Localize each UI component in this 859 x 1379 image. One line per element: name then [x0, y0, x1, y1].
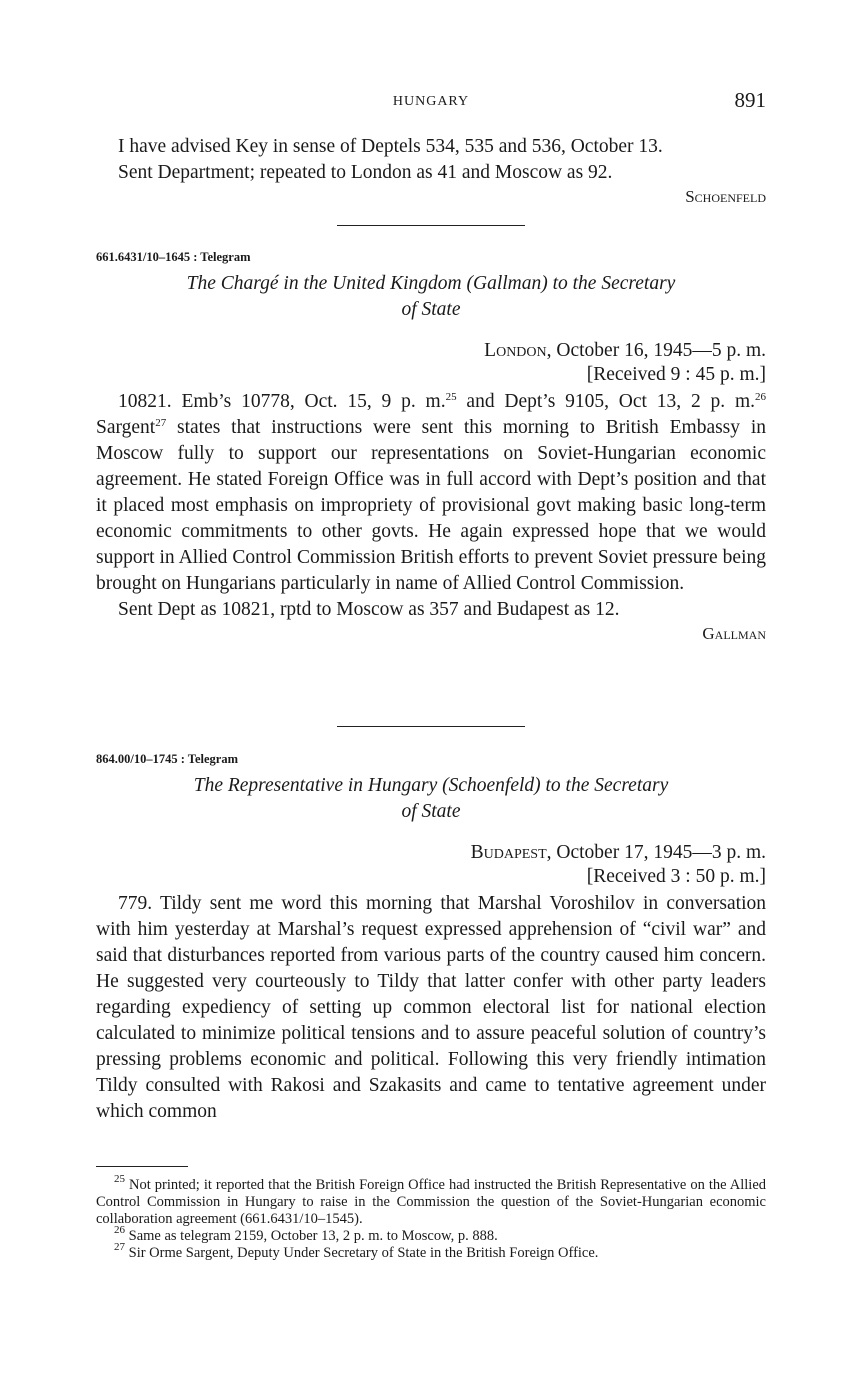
- doc1-date: October 16, 1945—5 p. m.: [551, 340, 766, 361]
- doc1-title: [96, 271, 766, 323]
- footnote-27-number: 27: [114, 1241, 125, 1253]
- doc1-file-ref: 661.6431/10–1645 : Telegram: [96, 250, 251, 264]
- signature-schoenfeld: Schoenfeld: [685, 187, 766, 206]
- doc1-dateline: [96, 339, 766, 363]
- doc2-title-line2: of State: [401, 801, 461, 822]
- doc2-date: October 17, 1945—3 p. m.: [551, 842, 766, 863]
- footnotes: [96, 1166, 766, 1262]
- doc2-received: [Received 3 : 50 p. m.]: [586, 866, 766, 887]
- footnote-25-number: 25: [114, 1173, 125, 1185]
- doc1-p1-c: Sargent: [96, 417, 156, 438]
- footnote-ref-26: 26: [755, 391, 766, 403]
- doc2-dateline: [96, 841, 766, 865]
- doc1-received: [Received 9 : 45 p. m.]: [586, 364, 766, 385]
- doc1: [96, 250, 766, 645]
- footnote-26-text: Same as telegram 2159, October 13, 2 p. m. to Moscow, p. 888.: [128, 1228, 498, 1244]
- footnote-25-text: Not printed; it reported that the British Foreign Office had instructed the British Representative on the Allied Control Commission in Hungary to raise in the Commission the question of the Soviet-Hungarian economic collaboration agreement (661.6431/10–1545).: [96, 1177, 766, 1227]
- doc2-title-line1: The Representative in Hungary (Schoenfeld) to the Secretary: [193, 775, 669, 796]
- divider-1: [96, 225, 766, 226]
- doc1-p1-b: and Dept’s 9105, Oct 13, 2 p. m.: [456, 391, 755, 412]
- section1-paragraph2: Sent Department; repeated to London as 41 and Moscow as 92.: [118, 162, 613, 183]
- signature-gallman: Gallman: [702, 624, 766, 643]
- doc1-p1-d: states that instructions were sent this morning to British Embassy in Moscow fully to support our representations on Soviet-Hungarian economic agreement. He stated Foreign Office was in full accord with Dept’s position and that it placed most emphasis on impropriety of provisional govt making basic long-term economic commitments to other govts. He again expressed hope that we would support in Allied Control Commission British efforts to prevent Soviet pressure being brought on Hungarians particularly in name of Allied Control Commission.: [96, 417, 766, 594]
- doc2-body: [96, 891, 766, 1125]
- doc2-place: Budapest,: [470, 842, 552, 863]
- footnote-26: [96, 1224, 766, 1245]
- footnote-ref-27: 27: [155, 417, 167, 429]
- horizontal-rule: [337, 726, 525, 727]
- footnote-ref-25: 25: [445, 391, 457, 403]
- horizontal-rule: [337, 225, 525, 226]
- doc1-p1-a: 10821. Emb’s 10778, Oct. 15, 9 p. m.: [118, 391, 446, 412]
- doc2: [96, 752, 766, 1125]
- doc1-paragraph2: Sent Dept as 10821, rptd to Moscow as 357 and Budapest as 12.: [118, 599, 620, 620]
- section1-paragraph1: I have advised Key in sense of Deptels 534, 535 and 536, October 13.: [118, 136, 663, 157]
- footnote-27-text: Sir Orme Sargent, Deputy Under Secretary of State in the British Foreign Office.: [128, 1245, 599, 1261]
- running-head: HUNGARY: [392, 94, 470, 109]
- divider-2: [96, 726, 766, 727]
- footnote-rule: [96, 1166, 188, 1167]
- footnote-26-number: 26: [114, 1224, 125, 1236]
- doc1-body: [96, 389, 766, 645]
- section1-text: [96, 134, 766, 208]
- doc1-place: London,: [484, 340, 552, 361]
- doc2-title: [96, 773, 766, 825]
- doc2-paragraph1: 779. Tildy sent me word this morning that Marshal Voroshilov in conversation with him yesterday at Marshal’s request expressed apprehension of “civil war” and said that disturbances reported from various parts of the country caused him concern. He suggested very courteously to Tildy that latter confer with other party leaders regarding expediency of setting up common electoral list for national election calculated to minimize political tensions and to assure peaceful solution of country’s pressing problems economic and political. Following this very friendly intimation Tildy consulted with Rakosi and Szakasits and came to tentative agreement under which common: [96, 893, 766, 1122]
- doc1-paragraph1: [96, 389, 766, 597]
- doc1-title-line2: of State: [401, 299, 461, 320]
- footnote-25: [96, 1173, 766, 1228]
- doc2-file-ref: 864.00/10–1745 : Telegram: [96, 752, 239, 766]
- footnote-list: [96, 1173, 766, 1262]
- page-header: [96, 90, 766, 116]
- doc1-title-line1: The Chargé in the United Kingdom (Gallman) to the Secretary: [186, 273, 676, 294]
- footnote-27: [96, 1241, 766, 1262]
- page-number: 891: [734, 88, 766, 112]
